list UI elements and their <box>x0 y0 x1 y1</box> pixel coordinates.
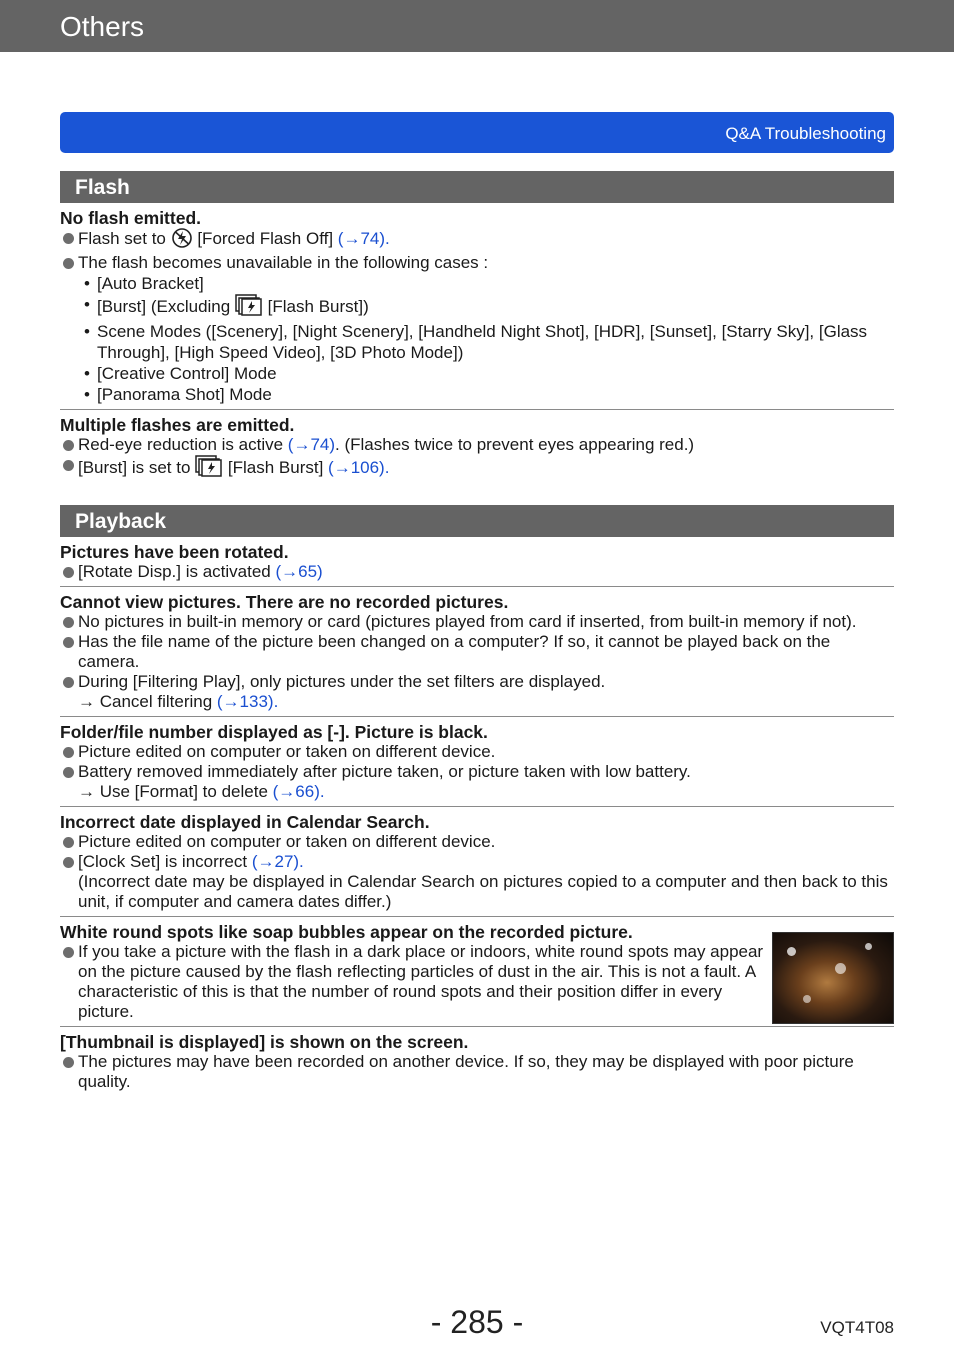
list-item: [Rotate Disp.] is activated (→65) <box>60 562 894 582</box>
list-item: Picture edited on computer or taken on different device. <box>60 742 894 762</box>
bullet-icon <box>63 617 74 628</box>
qa-troubleshooting-label: Q&A Troubleshooting <box>725 124 886 143</box>
page-link-65[interactable]: (→65) <box>275 562 323 581</box>
main-content <box>60 171 894 1092</box>
no-flash-question: No flash emitted. <box>60 208 201 228</box>
multiple-flashes-question: Multiple flashes are emitted. <box>60 415 295 435</box>
page-link-133[interactable]: (→133). <box>216 692 279 711</box>
list-item: During [Filtering Play], only pictures under the set filters are displayed. <box>60 672 894 692</box>
bullet-icon <box>63 747 74 758</box>
sub-item: • [Auto Bracket] <box>84 274 204 293</box>
page-link-74[interactable]: (→74). <box>337 229 390 248</box>
list-item: The pictures may have been recorded on another device. If so, they may be displayed with poor picture quality. <box>60 1052 894 1092</box>
incorrect-date-question: Incorrect date displayed in Calendar Search. <box>60 812 430 832</box>
folder-number-question: Folder/file number displayed as [-]. Picture is black. <box>60 722 488 742</box>
bullet-icon <box>63 637 74 648</box>
bullet-icon <box>63 837 74 848</box>
divider <box>60 1026 894 1027</box>
page-link-74[interactable]: (→74) <box>287 435 336 454</box>
continuation-line: (Incorrect date may be displayed in Calendar Search on pictures copied to a computer and then back to this unit, if computer and camera dates differ.) <box>78 872 888 911</box>
divider <box>60 916 894 917</box>
model-code: VQT4T08 <box>820 1318 894 1337</box>
qa-troubleshooting-bar <box>60 112 894 153</box>
sub-item: • [Creative Control] Mode <box>84 364 277 383</box>
bullet-icon <box>63 947 74 958</box>
page-number: - 285 - <box>430 1304 524 1340</box>
bullet-icon <box>63 857 74 868</box>
divider <box>60 716 894 717</box>
divider <box>60 586 894 587</box>
flash-burst-icon <box>235 294 263 321</box>
flash-heading: Flash <box>60 171 894 203</box>
list-item: Battery removed immediately after picture taken, or picture taken with low battery. <box>60 762 894 782</box>
sub-item: • [Panorama Shot] Mode <box>84 385 272 404</box>
list-item: Has the file name of the picture been changed on a computer? If so, it cannot be played back on the camera. <box>60 632 894 672</box>
list-item: Flash set to [Forced Flash Off] (→74). <box>60 228 894 253</box>
white-spots-question: White round spots like soap bubbles appear on the recorded picture. <box>60 922 633 942</box>
dust-spots-example-photo <box>772 932 894 1024</box>
sub-item: • Scene Modes ([Scenery], [Night Scenery], [Handheld Night Shot], [HDR], [Sunset], [Starry Sky], [Glass Through], [High Speed Video], [3D Photo Mode]) <box>84 322 868 362</box>
list-item: No pictures in built-in memory or card (pictures played from card if inserted, from built-in memory if not). <box>60 612 894 632</box>
bullet-icon <box>63 440 74 451</box>
playback-heading: Playback <box>60 505 894 537</box>
flash-burst-icon <box>195 455 223 482</box>
list-item: The flash becomes unavailable in the following cases : <box>60 253 894 273</box>
cannot-view-question: Cannot view pictures. There are no recorded pictures. <box>60 592 509 612</box>
list-item: Red-eye reduction is active (→74). (Flashes twice to prevent eyes appearing red.) <box>60 435 894 455</box>
section-title: Others <box>60 11 145 42</box>
top-bar <box>0 0 954 52</box>
rotated-question: Pictures have been rotated. <box>60 542 289 562</box>
bullet-icon <box>63 1057 74 1068</box>
bullet-icon <box>63 460 74 471</box>
page-link-66[interactable]: (→66). <box>272 782 325 801</box>
page-link-27[interactable]: (→27). <box>251 852 304 871</box>
thumbnail-question: [Thumbnail is displayed] is shown on the screen. <box>60 1032 469 1052</box>
bullet-icon <box>63 233 74 244</box>
bullet-icon <box>63 567 74 578</box>
divider <box>60 806 894 807</box>
list-item: If you take a picture with the flash in a dark place or indoors, white round spots may appear on the picture caused by the flash reflecting particles of dust in the air. This is not a fault. A characteristic of this is that the number of round spots and their position differ in every picture. <box>60 942 768 1022</box>
bullet-icon <box>63 258 74 269</box>
page-link-106[interactable]: (→106). <box>328 458 390 477</box>
sub-item: • [Burst] (Excluding [Flash Burst]) <box>60 294 894 321</box>
white-spots-block <box>60 922 894 1022</box>
divider <box>60 409 894 410</box>
continuation-line: → Cancel filtering (→133). <box>78 692 279 711</box>
forced-flash-off-icon <box>171 228 193 253</box>
list-item: [Burst] is set to [Flash Burst] (→106). <box>60 455 894 482</box>
list-item: [Clock Set] is incorrect (→27). <box>60 852 894 872</box>
continuation-line: → Use [Format] to delete (→66). <box>78 782 325 801</box>
bullet-icon <box>63 767 74 778</box>
list-item: Picture edited on computer or taken on different device. <box>60 832 894 852</box>
bullet-icon <box>63 677 74 688</box>
